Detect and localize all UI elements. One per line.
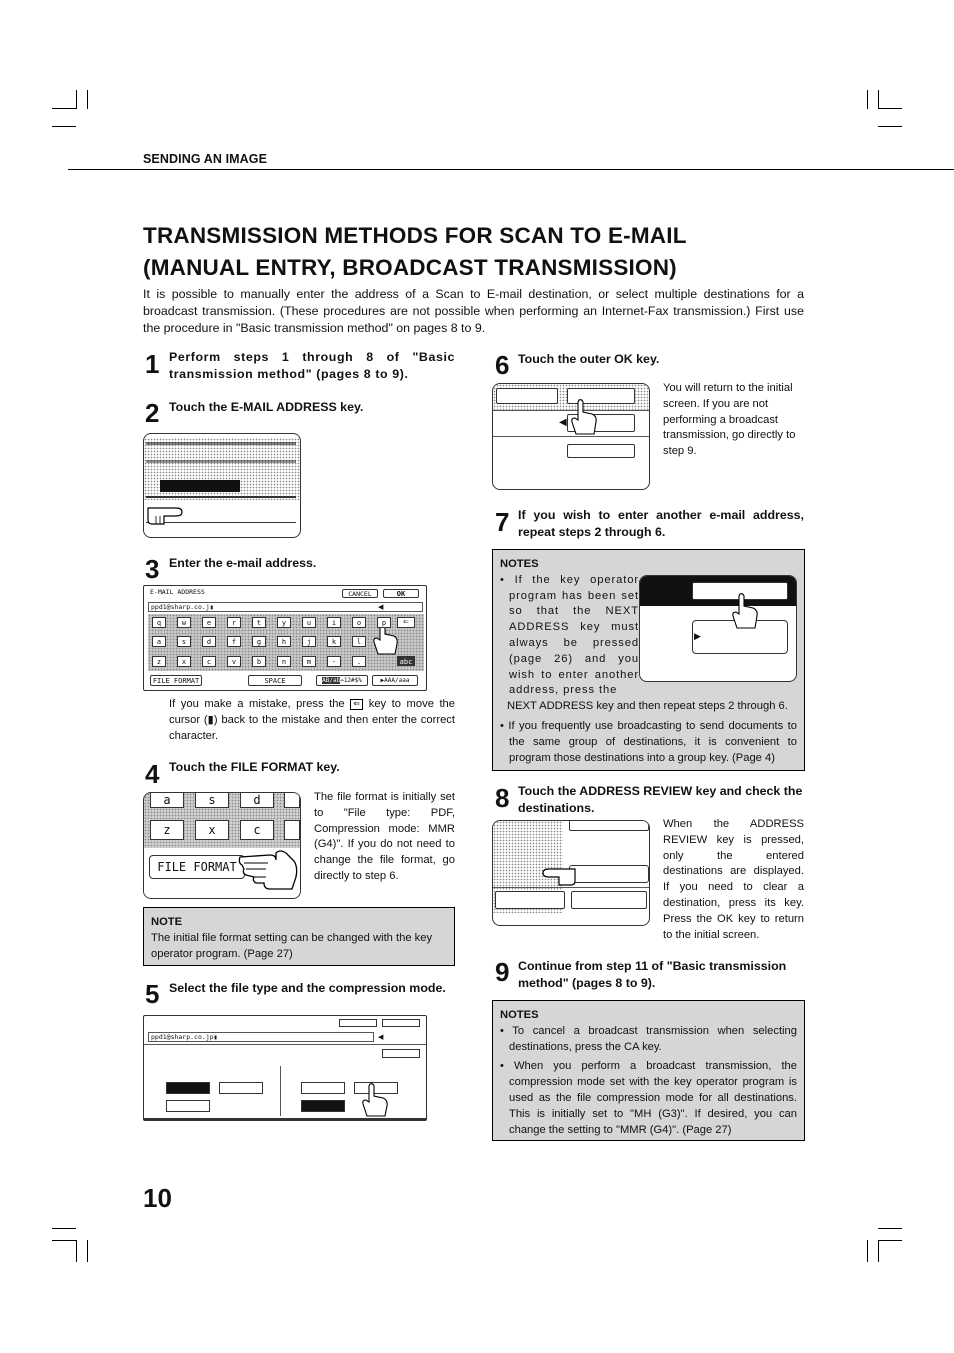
input-mode-key[interactable]: AB/ab⇔12#$% [316,675,368,686]
step-7-number: 7 [495,507,510,537]
keyboard-key[interactable]: m [302,656,316,667]
keyboard-key[interactable]: r [227,617,241,628]
keyboard-key[interactable]: v [227,656,241,667]
page-number: 10 [143,1183,172,1213]
keyboard-key[interactable]: y [277,617,291,628]
keyboard-key[interactable]: t [252,617,266,628]
screen-step-6 [492,383,650,490]
pointing-hand-icon [236,843,300,895]
compression-option[interactable] [301,1082,345,1094]
notes-bullet-2: • When you perform a broadcast transmission, the compression mode set with the key operator program is used as the file compression mode for all destinations. This is initially set to "MH (G3)". If desired, you can change the setting to "MMR (G4)". (Page 27) [500,1060,797,1136]
step-6-number: 6 [495,350,510,380]
compression-selected[interactable] [301,1100,345,1112]
right-arrow-icon: ▶ [694,631,701,641]
cancel-button[interactable] [339,1019,377,1027]
keyboard-key[interactable]: p [377,617,391,628]
keyboard-key[interactable]: c [202,656,216,667]
case-key[interactable]: ▶AAA/aaa [372,675,418,686]
notes-bullet-2-text: If you frequently use broadcasting to send documents to the same group of destinations, it is convenient to program those destinations into a group key. (Page 4) [508,719,797,764]
screen-notes-7 [639,575,797,682]
note-step-4 [143,907,455,966]
key-s[interactable]: s [195,792,229,808]
page-title [143,220,823,284]
key-z[interactable]: z [150,820,184,840]
mode-label: AB/ab [322,677,341,684]
header-rule [68,169,954,170]
email-input[interactable]: ppd1@sharp.co.jp▮ [148,1032,374,1042]
step-3-number: 3 [145,554,160,584]
screen-step-8 [492,820,650,926]
step-3-text: Enter the e-mail address. [169,556,317,570]
step-4-body: The file format is initially set to "File type: PDF, Compression mode: MMR (G4)". If you do not need to change the file format, go directly to step 6. [314,791,455,882]
left-arrow-icon: ◀ [559,417,567,428]
step-2-number: 2 [145,398,160,428]
note-text: The initial file format setting can be changed with the key operator program. (Page 27) [151,931,433,960]
keyboard-key[interactable]: b [252,656,266,667]
email-input-value: ppd1@sharp.co.j [151,603,210,611]
cursor-left-arrow-icon: ◀ [378,604,384,611]
file-type-option[interactable] [166,1100,210,1112]
abc-key[interactable]: abc [397,656,415,666]
keyboard-key[interactable]: a [152,636,166,647]
step-8-body: When the ADDRESS REVIEW key is pressed, only the entered destinations are displayed. If you need to clear a destination, press its key. Press the OK key to return to the initial screen. [663,818,804,941]
step-3-note-c: ) back to the mistake and then enter the correct character. [169,713,455,742]
pointing-hand-icon [567,398,601,438]
step-3-note-b: key to move the cursor ( [169,698,456,726]
cancel-button[interactable]: CANCEL [342,589,378,598]
email-input[interactable]: ppd1@sharp.co.j▮ [148,602,423,612]
step-6-text: Touch the outer OK key. [518,352,660,366]
screen-step-5 [143,1015,427,1121]
keyboard-key[interactable]: o [352,617,366,628]
step-3-note [169,697,455,744]
email-address-label: E-MAIL ADDRESS [150,588,205,596]
notes-heading: NOTES [500,558,539,570]
pointing-hand-icon [358,1082,392,1120]
notes-bullet-1-text: If the key operator program has been set so that the NEXT ADDRESS key must always be pressed (page 26) and you wish to enter another address, press the [509,573,640,697]
keyboard-key[interactable]: u [302,617,316,628]
notes-bullet-2-text: When you perform a broadcast transmission, the compression mode set with the key operator program is used as the file compression mode for all destinations. This is initially set to "MH (G3)". If desired, you can change the setting to "MMR (G4)". (Page 27) [509,1060,797,1136]
num-label: 12#$% [343,677,362,684]
step-6-body: You will return to the initial screen. If you are not performing a broadcast transmission, go directly to step 9. [663,382,796,458]
email-address-key[interactable] [160,480,240,492]
notes-heading: NOTES [500,1009,539,1021]
keyboard-key[interactable]: s [177,636,191,647]
step-9-text: Continue from step 11 of "Basic transmission method" (pages 8 to 9). [518,959,787,990]
keyboard-key[interactable]: d [202,636,216,647]
keyboard-key[interactable]: . [352,656,366,667]
keyboard-key[interactable]: z [152,656,166,667]
keyboard-key[interactable]: k [327,636,341,647]
step-4-number: 4 [145,759,160,789]
notes-step-7 [492,549,805,771]
step-8-number: 8 [495,783,510,813]
notes-bullet-2: • If you frequently use broadcasting to send documents to the same group of destinations, it is convenient to program those destinations into a group key. (Page 4) [500,719,797,764]
note-heading: NOTE [151,916,183,928]
space-key[interactable]: SPACE [248,675,302,686]
step-5-text: Select the file type and the compression mode. [169,981,446,995]
notes-bullet-1-tail: NEXT ADDRESS key and then repeat steps 2 through 6. [507,700,788,713]
email-input-value: ppd1@sharp.co.jp [151,1033,214,1041]
intro-paragraph: It is possible to manually enter the address of a Scan to E-mail destination, or select multiple destinations for a broadcast transmission. (These procedures are not possible when performing an Internet-Fax transmission.) First use the procedure in "Basic transmission method" on pages 8 to 9. [143,287,804,335]
ok-button[interactable] [382,1019,420,1027]
screen-step-2 [143,433,301,538]
backspace-key[interactable]: ⇐ [397,617,415,628]
step-9-number: 9 [495,957,510,987]
file-format-key[interactable]: FILE FORMAT [150,675,202,686]
step-7-text: If you wish to enter another e-mail address, repeat steps 2 through 6. [518,508,804,539]
keyboard-key[interactable]: x [177,656,191,667]
pointing-hand-icon [728,592,762,632]
step-8-text: Touch the ADDRESS REVIEW key and check the destinations. [518,784,803,815]
step-3-note-a: If you make a mistake, press the [169,698,345,710]
screen-step-3 [143,585,427,691]
title-line-2: (MANUAL ENTRY, BROADCAST TRANSMISSION) [143,255,677,280]
file-type-option[interactable] [219,1082,263,1094]
cursor-left-arrow-icon: ◀ [378,1034,384,1041]
keyboard-key[interactable]: l [352,636,366,647]
key-d[interactable]: d [240,792,274,808]
pointing-hand-icon [146,498,190,528]
section-header: SENDING AN IMAGE [143,152,268,166]
cursor-block-icon: ▮ [207,713,214,726]
step-4-text: Touch the FILE FORMAT key. [169,760,340,774]
ok-button[interactable]: OK [383,589,419,598]
step-5-number: 5 [145,979,160,1009]
keyboard-key[interactable]: h [277,636,291,647]
keyboard-key[interactable]: i [327,617,341,628]
keyboard-key[interactable]: w [177,617,191,628]
screen-step-4 [143,792,301,899]
keyboard-key[interactable]: q [152,617,166,628]
key-c[interactable]: c [240,820,274,840]
notes-step-9 [492,1000,805,1141]
keyboard-key[interactable]: j [302,636,316,647]
key-x[interactable]: x [195,820,229,840]
notes-bullet-1: • If the key operator program has been set so that the NEXT ADDRESS key must always be pressed (page 26) and you wish to enter another address, press the [500,573,640,697]
pointing-hand-icon [539,859,583,891]
step-2-text: Touch the E-MAIL ADDRESS key. [169,400,364,414]
keyboard-key[interactable]: g [252,636,266,647]
notes-bullet-1: • To cancel a broadcast transmission when selecting destinations, press the CA key. [500,1024,797,1053]
case-label: AAA/aaa [384,677,410,684]
file-type-pdf-selected[interactable] [166,1082,210,1094]
key-a[interactable]: a [150,792,184,808]
keyboard-key[interactable]: f [227,636,241,647]
step-1-number: 1 [145,349,160,379]
step-1-text: Perform steps 1 through 8 of "Basic transmission method" (pages 8 to 9). [169,350,455,381]
keyboard-key[interactable]: e [202,617,216,628]
keyboard-key[interactable]: - [327,656,341,667]
keyboard-key[interactable]: n [277,656,291,667]
title-line-1: TRANSMISSION METHODS FOR SCAN TO E-MAIL [143,223,687,248]
back-arrow-key-icon: ⇐ [350,699,363,710]
file-format-key[interactable]: FILE FORMAT [149,855,245,879]
notes-bullet-1-text: To cancel a broadcast transmission when selecting destinations, press the CA key. [509,1024,797,1053]
